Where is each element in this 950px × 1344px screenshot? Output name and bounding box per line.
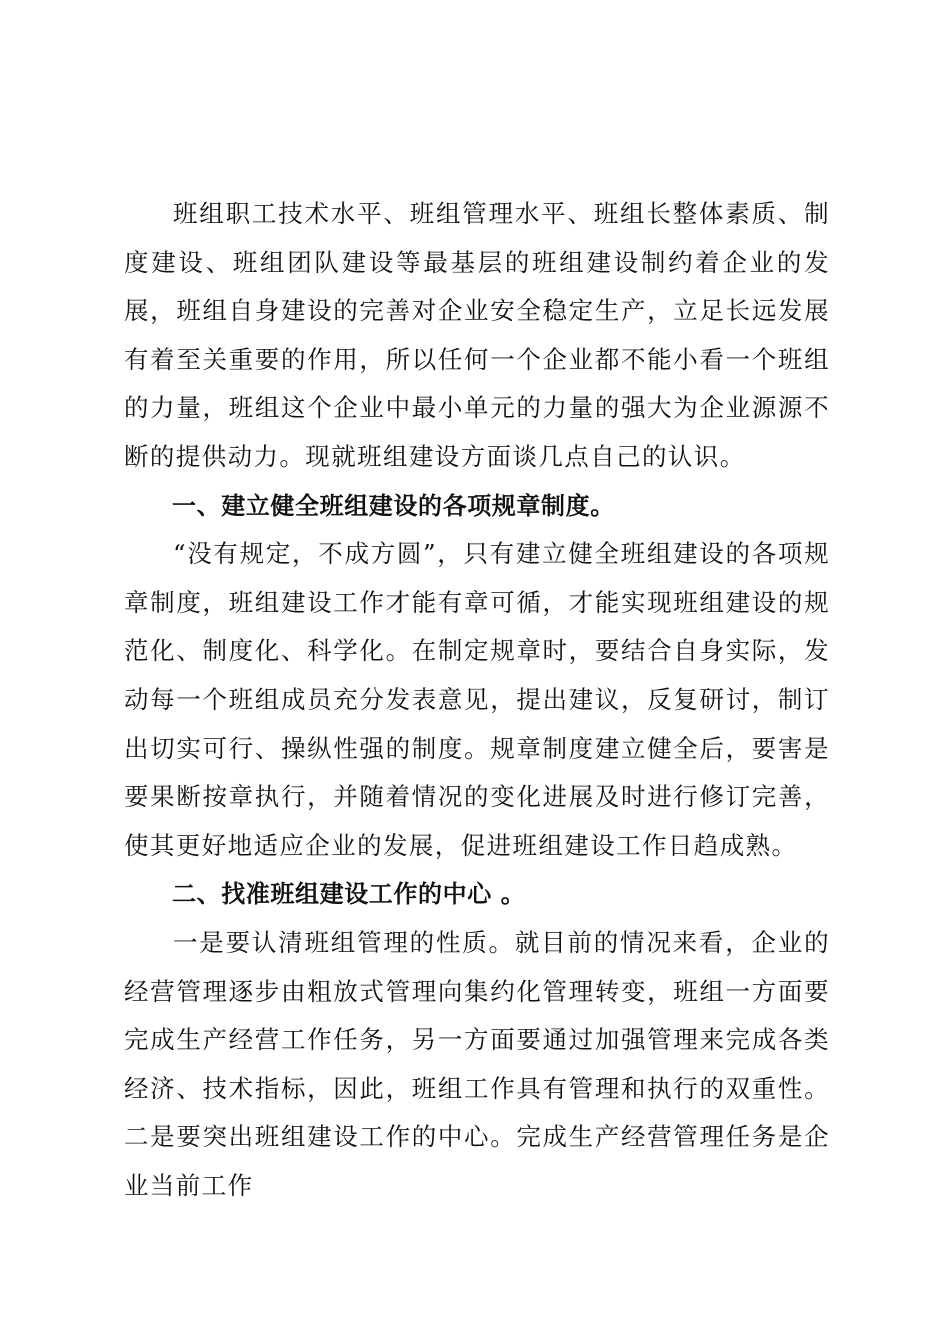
section-heading-1: 一、建立健全班组建设的各项规章制度。: [172, 491, 615, 520]
section-heading-2: 二、找准班组建设工作的中心 。: [172, 880, 526, 909]
intro-paragraph: 班组职工技术水平、班组管理水平、班组长整体素质、制度建设、班组团队建设等最基层的班组建设制约着企业的发展，班组自身建设的完善对企业安全稳定生产，立足长远发展有着至关重要的作用，所以任何一个企业都不能小看一个班组的力量，班组这个企业中最小单元的力量的强大为企业源源不断的提供动力。现就班组建设方面谈几点自己的认识。: [124, 199, 830, 471]
section-1-paragraph: “没有规定，不成方圆”，只有建立健全班组建设的各项规章制度，班组建设工作才能有章可循，才能实现班组建设的规范化、制度化、科学化。在制定规章时，要结合自身实际，发动每一个班组成员充分发表意见，提出建议，反复研讨，制订出切实可行、操纵性强的制度。规章制度建立健全后，要害是要果断按章执行，并随着情况的变化进展及时进行修订完善，使其更好地适应企业的发展，促进班组建设工作日趋成熟。: [124, 539, 830, 860]
section-2-paragraph: 一是要认清班组管理的性质。就目前的情况来看，企业的经营管理逐步由粗放式管理向集约化管理转变，班组一方面要完成生产经营工作任务，另一方面要通过加强管理来完成各类经济、技术指标，因此，班组工作具有管理和执行的双重性。二是要突出班组建设工作的中心。完成生产经营管理任务是企业当前工作: [124, 927, 830, 1200]
document-body: [124, 190, 830, 1210]
